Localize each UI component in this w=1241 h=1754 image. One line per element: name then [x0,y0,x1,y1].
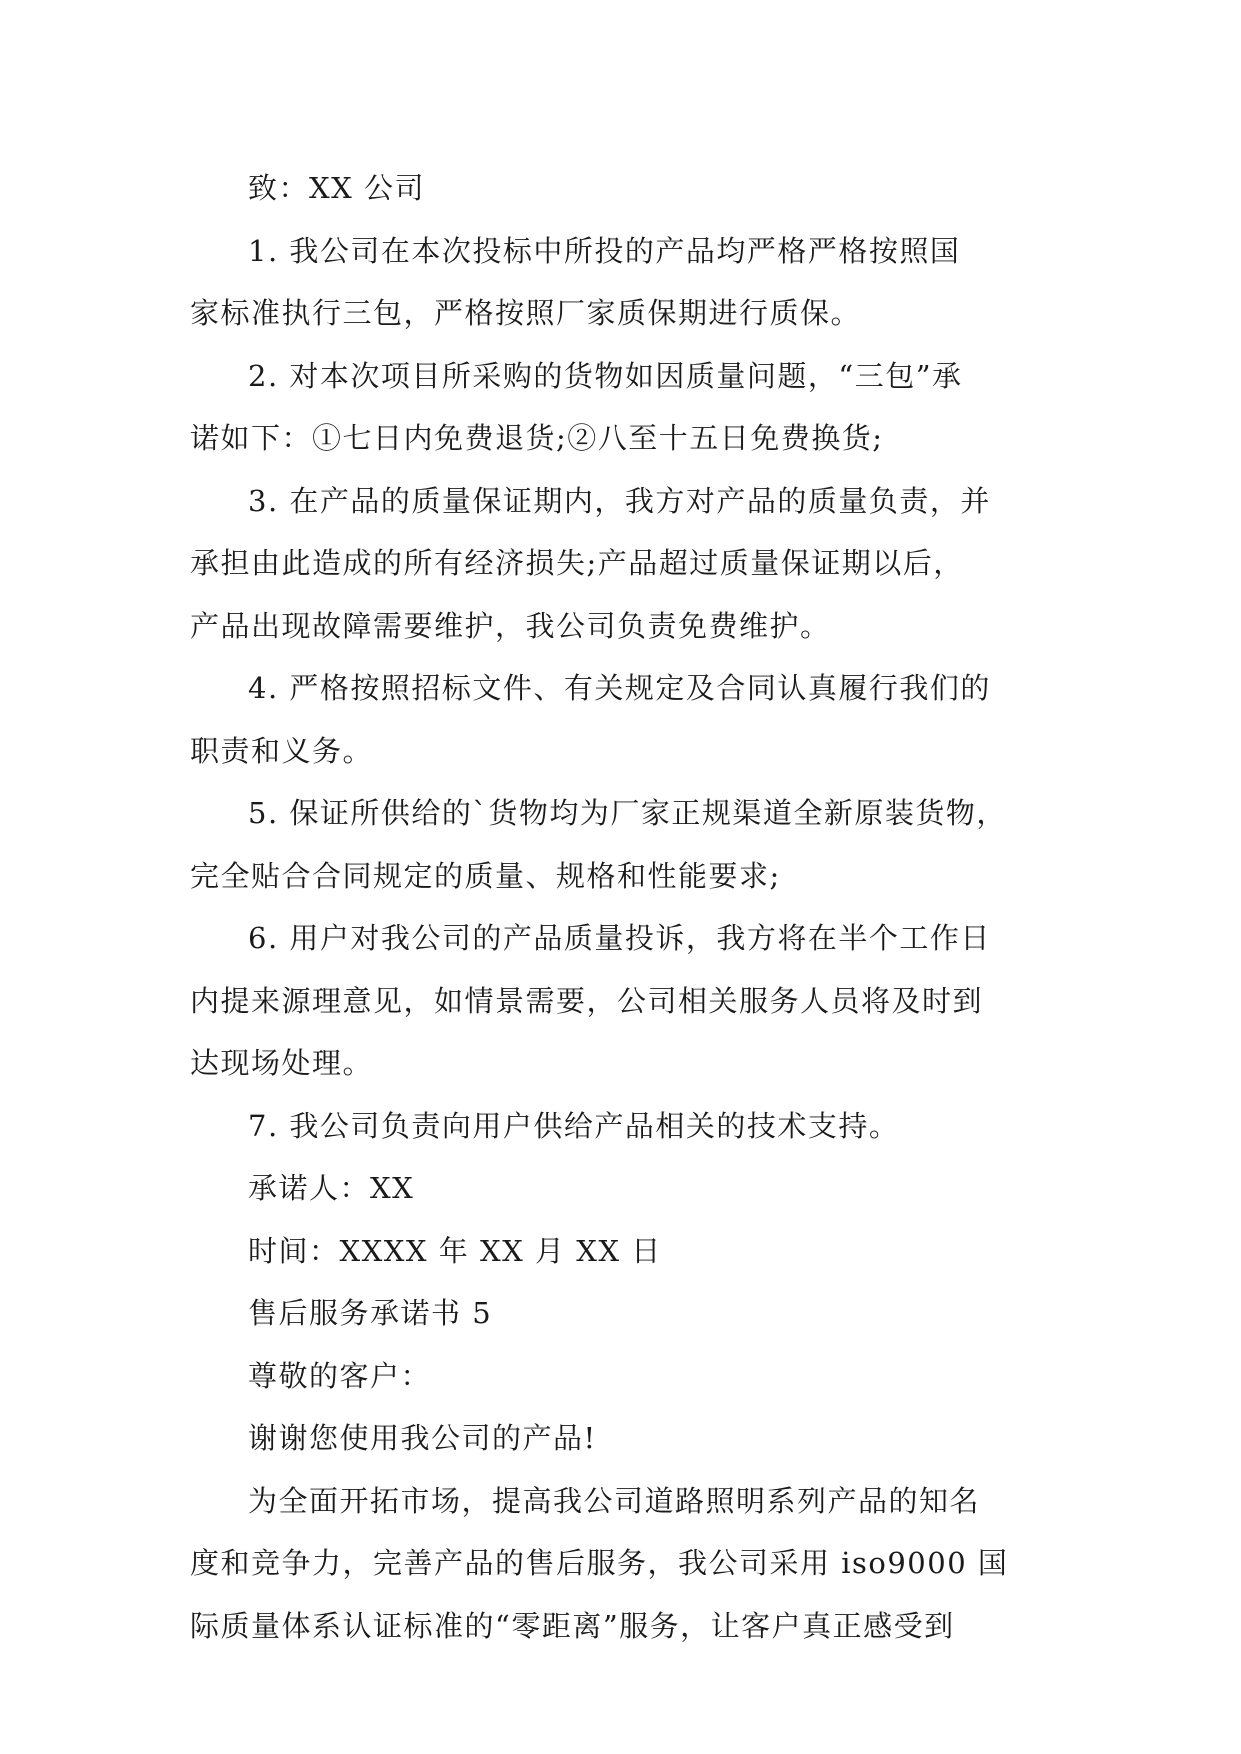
text-line: 诺如下：①七日内免费退货;②八至十五日免费换货; [190,421,884,455]
text-line: 为全面开拓市场，提高我公司道路照明系列产品的知名 [248,1483,981,1518]
clause-4 [190,657,1065,782]
text-line: 承担由此造成的所有经济损失;产品超过质量保证期以后， [190,546,964,580]
clause-5 [190,782,1065,907]
text-line: 产品出现故障需要维护，我公司负责免费维护。 [190,608,831,643]
text-line: 达现场处理。 [190,1046,374,1080]
text-line: 家标准执行三包，严格按照厂家质保期进行质保。 [190,296,862,330]
text-line: 际质量体系认证标准的“零距离”服务，让客户真正感受到 [190,1608,955,1643]
clause-2 [190,345,1065,470]
promisor-line [190,1157,1065,1220]
text-line: 6. 用户对我公司的产品质量投诉，我方将在半个工作日 [248,921,991,955]
salutation [190,1345,1065,1408]
document-body [190,157,1065,1657]
text-line: 1. 我公司在本次投标中所投的产品均严格严格按照国 [248,233,961,268]
text-line: 2. 对本次项目所采购的货物如因质量问题，“三包”承 [248,358,963,393]
clause-7 [190,1095,1065,1158]
text-line: 7. 我公司负责向用户供给产品相关的技术支持。 [248,1108,900,1143]
date-line [190,1220,1065,1283]
text-line: 致：XX 公司 [248,171,426,205]
text-line: 售后服务承诺书 5 [248,1296,493,1330]
text-line: 内提来源理意见，如情景需要，公司相关服务人员将及时到 [190,983,984,1018]
text-line: 度和竞争力，完善产品的售后服务，我公司采用 iso9000 国 [190,1546,1009,1580]
text-line: 完全贴合合同规定的质量、规格和性能要求; [190,858,781,893]
text-line: 5. 保证所供给的`货物均为厂家正规渠道全新原装货物， [248,796,1007,830]
thanks-line [190,1407,1065,1470]
section-title [190,1282,1065,1345]
text-line: 尊敬的客户： [248,1358,432,1393]
text-line: 谢谢您使用我公司的产品! [248,1421,597,1455]
addressee-line [190,157,1065,220]
text-line: 时间：XXXX 年 XX 月 XX 日 [248,1233,662,1268]
text-line: 职责和义务。 [190,733,374,768]
intro-paragraph [190,1470,1065,1658]
clause-3 [190,470,1065,658]
text-line: 4. 严格按照招标文件、有关规定及合同认真履行我们的 [248,671,991,705]
clause-1 [190,220,1065,345]
clause-6 [190,907,1065,1095]
text-line: 承诺人：XX [248,1171,415,1205]
text-line: 3. 在产品的质量保证期内，我方对产品的质量负责，并 [248,483,991,518]
